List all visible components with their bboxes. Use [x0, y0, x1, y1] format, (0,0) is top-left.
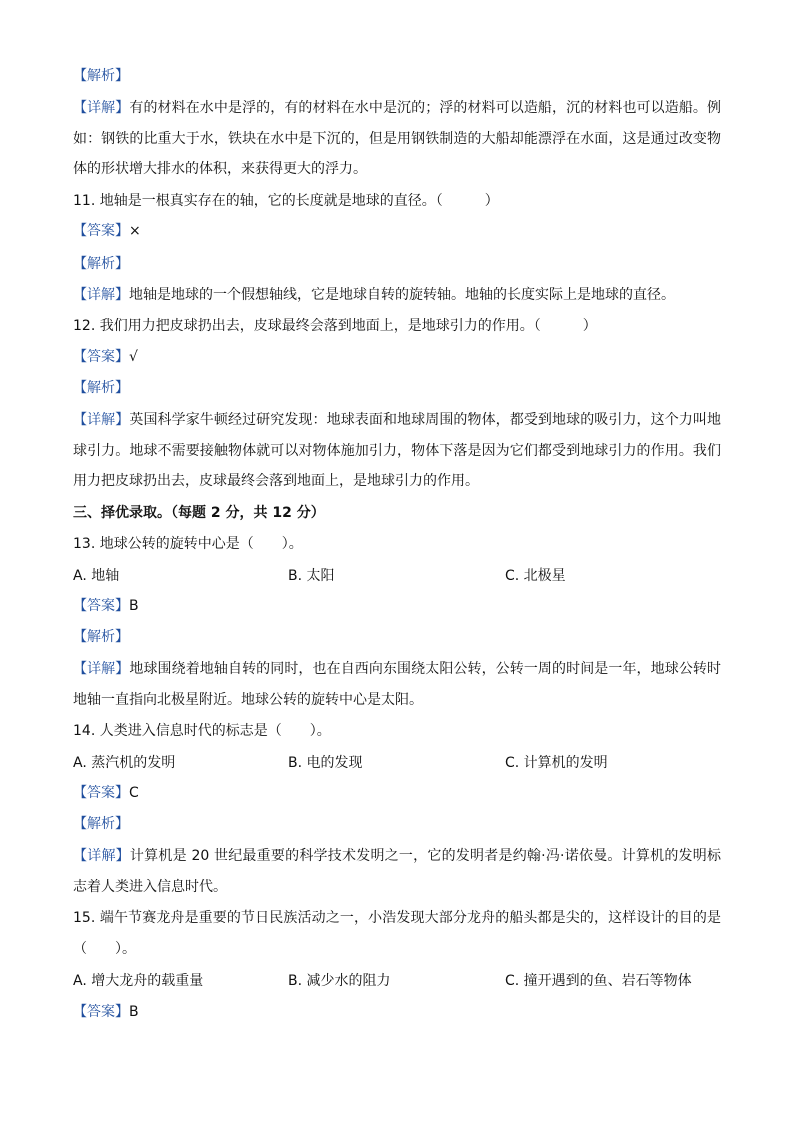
q13-option-a: A. 地轴	[73, 568, 120, 584]
q13-answer: 【答案】B	[73, 598, 139, 614]
q11-analysis-tag: 【解析】	[73, 256, 129, 272]
q10-detail: 【详解】有的材料在水中是浮的，有的材料在水中是沉的；浮的材料可以造船，沉的材料也可以造船。例如：钢铁的比重大于水，铁块在水中是下沉的，但是用钢铁制造的大船却能漂浮在水面，这是通过改变物体的形状增大排水的体积，来获得更大的浮力。	[73, 100, 722, 177]
q11-detail: 【详解】地轴是地球的一个假想轴线，它是地球自转的旋转轴。地轴的长度实际上是地球的直径。	[73, 287, 675, 303]
q13-option-b: B. 太阳	[288, 568, 335, 584]
q12-analysis-tag: 【解析】	[73, 380, 129, 396]
analysis-tag: 【解析】	[73, 68, 129, 84]
q14-option-a: A. 蒸汽机的发明	[73, 755, 176, 771]
q14-detail: 【详解】计算机是 20 世纪最重要的科学技术发明之一，它的发明者是约翰·冯·诺依曼。计算机的发明标志着人类进入信息时代。	[73, 848, 721, 895]
q11-question: 11. 地轴是一根真实存在的轴，它的长度就是地球的直径。（ ）	[73, 193, 499, 209]
q15-option-c: C. 撞开遇到的鱼、岩石等物体	[505, 973, 692, 989]
q13-detail: 【详解】地球围绕着地轴自转的同时，也在自西向东围绕太阳公转，公转一周的时间是一年，地球公转时地轴一直指向北极星附近。地球公转的旋转中心是太阳。	[73, 661, 722, 708]
q14-analysis-tag: 【解析】	[73, 816, 129, 832]
q14-option-b: B. 电的发现	[288, 755, 363, 771]
q13-option-c: C. 北极星	[505, 568, 566, 584]
q14-option-c: C. 计算机的发明	[505, 755, 608, 771]
section-3-heading: 三、择优录取。（每题 2 分，共 12 分）	[73, 505, 325, 521]
q15-option-a: A. 增大龙舟的载重量	[73, 973, 204, 989]
q15-answer: 【答案】B	[73, 1004, 139, 1020]
q15-question: 15. 端午节赛龙舟是重要的节日民族活动之一，小浩发现大部分龙舟的船头都是尖的，这样设计的目的是（ ）。	[73, 910, 721, 957]
q11-answer: 【答案】×	[73, 223, 141, 239]
q14-answer: 【答案】C	[73, 785, 139, 801]
q14-question: 14. 人类进入信息时代的标志是（ ）。	[73, 723, 331, 739]
q13-question: 13. 地球公转的旋转中心是（ ）。	[73, 536, 303, 552]
q12-answer: 【答案】√	[73, 349, 138, 365]
q12-question: 12. 我们用力把皮球扔出去，皮球最终会落到地面上，是地球引力的作用。（ ）	[73, 318, 597, 334]
q15-option-b: B. 减少水的阻力	[288, 973, 391, 989]
q12-detail: 【详解】英国科学家牛顿经过研究发现：地球表面和地球周围的物体，都受到地球的吸引力，这个力叫地球引力。地球不需要接触物体就可以对物体施加引力，物体下落是因为它们都受到地球引力的作用。我们用力把皮球扔出去，皮球最终会落到地面上，是地球引力的作用。	[73, 412, 722, 489]
q13-analysis-tag: 【解析】	[73, 629, 129, 645]
